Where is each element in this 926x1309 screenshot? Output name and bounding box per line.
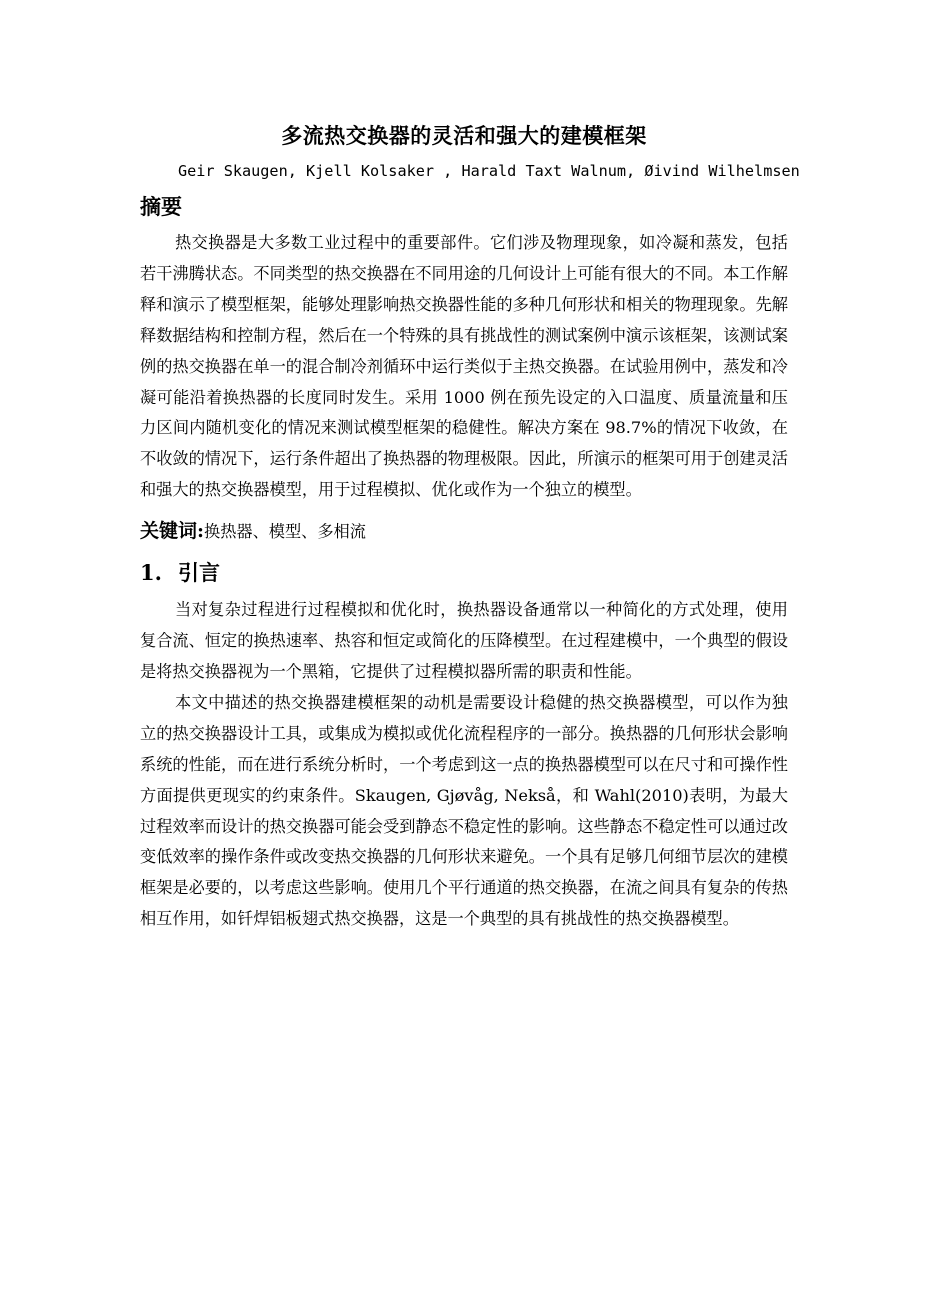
- keywords-value: 换热器、模型、多相流: [204, 522, 366, 542]
- keywords-line: [140, 514, 788, 549]
- document-page: [140, 118, 800, 935]
- abstract-text: 热交换器是大多数工业过程中的重要部件。它们涉及物理现象，如冷凝和蒸发，包括若干沸腾状态。不同类型的热交换器在不同用途的几何设计上可能有很大的不同。本工作解释和演示了模型框架，能够处理影响热交换器性能的多种几何形状和相关的物理现象。先解释数据结构和控制方程，然后在一个特殊的具有挑战性的测试案例中演示该框架，该测试案例的热交换器在单一的混合制冷剂循环中运行类似于主热交换器。在试验用例中，蒸发和冷凝可能沿着换热器的长度同时发生。采用 1000 例在预先设定的入口温度、质量流量和压力区间内随机变化的情况来测试模型框架的稳健性。解决方案在 98.7%的情况下收敛，在不收敛的情况下，运行条件超出了换热器的物理极限。因此，所演示的框架可用于创建灵活和强大的热交换器模型，用于过程模拟、优化或作为一个独立的模型。: [140, 233, 788, 500]
- keywords-label: 关键词:: [140, 520, 205, 543]
- intro-paragraph-2: 本文中描述的热交换器建模框架的动机是需要设计稳健的热交换器模型，可以作为独立的热交换器设计工具，或集成为模拟或优化流程程序的一部分。换热器的几何形状会影响系统的性能，而在进行系统分析时，一个考虑到这一点的换热器模型可以在尺寸和可操作性方面提供更现实的约束条件。Skaugen, Gjøvåg, Nekså，和 Wahl(2010)表明，为最大过程效率而设计的热交换器可能会受到静态不稳定性的影响。这些静态不稳定性可以通过改变低效率的操作条件或改变热交换器的几何形状来避免。一个具有足够几何细节层次的建模框架是必要的，以考虑这些影响。使用几个平行通道的热交换器，在流之间具有复杂的传热相互作用，如钎焊铝板翅式热交换器，这是一个典型的具有挑战性的热交换器模型。: [140, 692, 788, 929]
- section-heading-introduction: [140, 555, 788, 591]
- author-list: Geir Skaugen, Kjell Kolsaker , Harald Taxt Walnum, Øivind Wilhelmsen: [178, 162, 800, 180]
- abstract-heading: 摘要: [140, 194, 182, 219]
- paper-title: 多流热交换器的灵活和强大的建模框架: [281, 123, 647, 148]
- section-number: 1.: [140, 560, 162, 586]
- intro-paragraph-1: 当对复杂过程进行过程模拟和优化时，换热器设备通常以一种简化的方式处理，使用复合流、恒定的换热速率、热容和恒定或简化的压降模型。在过程建模中，一个典型的假设是将热交换器视为一个黑箱，它提供了过程模拟器所需的职责和性能。: [140, 600, 788, 681]
- section-title: 引言: [178, 560, 220, 586]
